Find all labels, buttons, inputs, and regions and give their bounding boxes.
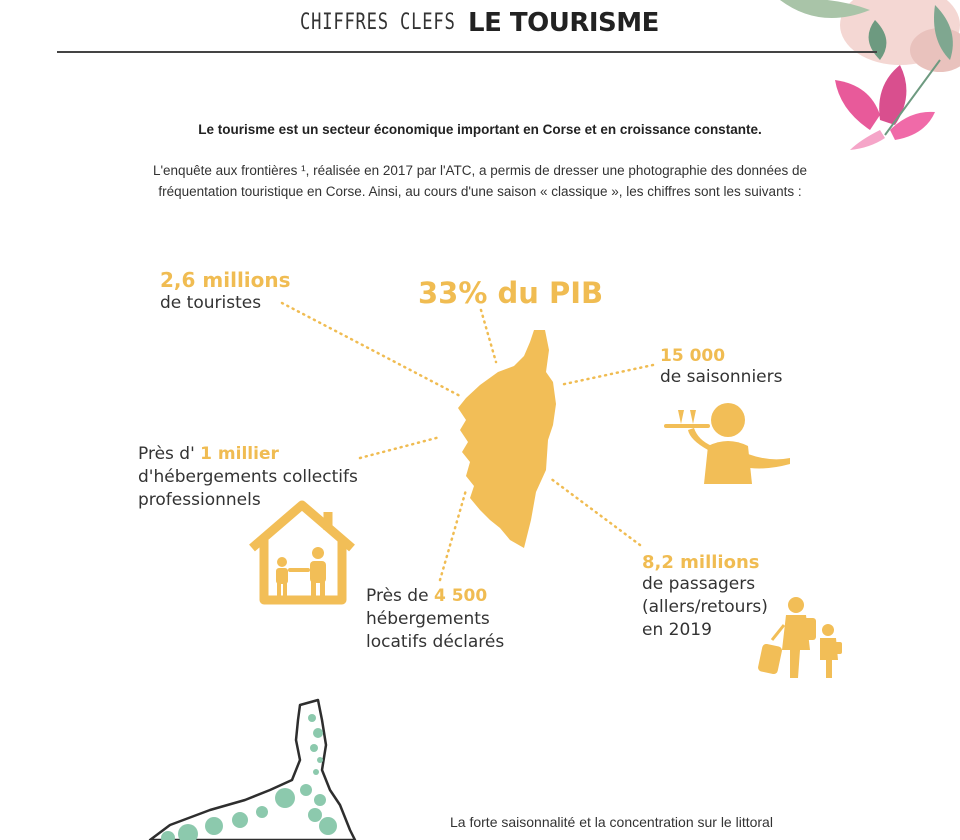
intro-paragraph-line: fréquentation touristique en Corse. Ainsi, au cours d'une saison « classique », les chiffres sont les suivants :	[158, 184, 802, 199]
stat-collective-line3: professionnels	[138, 490, 261, 510]
connector-tourists	[282, 303, 462, 397]
stat-seasonal	[660, 346, 783, 389]
stat-tourists	[160, 268, 291, 315]
stat-rentals-line2: hébergements	[366, 609, 490, 629]
stat-collective-value: 1 millier	[200, 444, 279, 464]
stat-pib-value: 33% du PIB	[418, 276, 604, 310]
stat-passengers-line3: (allers/retours)	[642, 597, 768, 617]
connector-collective	[360, 437, 440, 458]
stat-passengers-line2: de passagers	[642, 574, 756, 594]
seasonality-paragraph: La forte saisonnalité et la concentration sur le littoral	[450, 814, 773, 830]
connector-passengers	[550, 478, 640, 545]
intro-paragraph-line: L'enquête aux frontières ¹, réalisée en 2017 par l'ATC, a permis de dresser une photographie des données de	[152, 163, 808, 178]
connector-rentals	[440, 490, 466, 580]
stat-passengers-line4: en 2019	[642, 620, 712, 640]
stat-passengers-value: 8,2 millions	[642, 552, 760, 573]
waiter-icon	[664, 403, 790, 484]
stat-rentals-line3: locatifs déclarés	[366, 632, 505, 652]
coastal-concentration-map	[150, 700, 355, 840]
stat-tourists-label: de touristes	[160, 293, 262, 313]
connector-pib	[481, 310, 496, 362]
title-prefix: CHIFFRES CLEFS :	[300, 10, 478, 35]
stat-rentals-value: 4 500	[433, 586, 488, 606]
stat-rentals-line1	[366, 585, 504, 608]
stat-passengers	[642, 552, 768, 642]
stat-collective-line2: d'hébergements collectifs	[138, 467, 358, 487]
stat-collective-prefix: Près d'	[138, 444, 195, 464]
travelers-icon	[757, 597, 842, 678]
intro-lead: Le tourisme est un secteur économique important en Corse et en croissance constante.	[198, 122, 762, 137]
stat-rentals-prefix: Près de	[366, 586, 429, 606]
stat-seasonal-label: de saisonniers	[660, 367, 783, 387]
stat-collective	[138, 443, 358, 512]
stat-tourists-value: 2,6 millions	[160, 268, 291, 292]
stat-rentals	[366, 585, 504, 654]
page-title: LE TOURISME	[468, 8, 659, 38]
stat-seasonal-value: 15 000	[660, 346, 726, 366]
corsica-map-icon	[458, 330, 556, 548]
family-figures-icon	[276, 547, 326, 598]
stat-collective-line1	[138, 443, 358, 466]
house-family-icon	[252, 505, 352, 600]
connector-seasonal	[560, 365, 653, 385]
